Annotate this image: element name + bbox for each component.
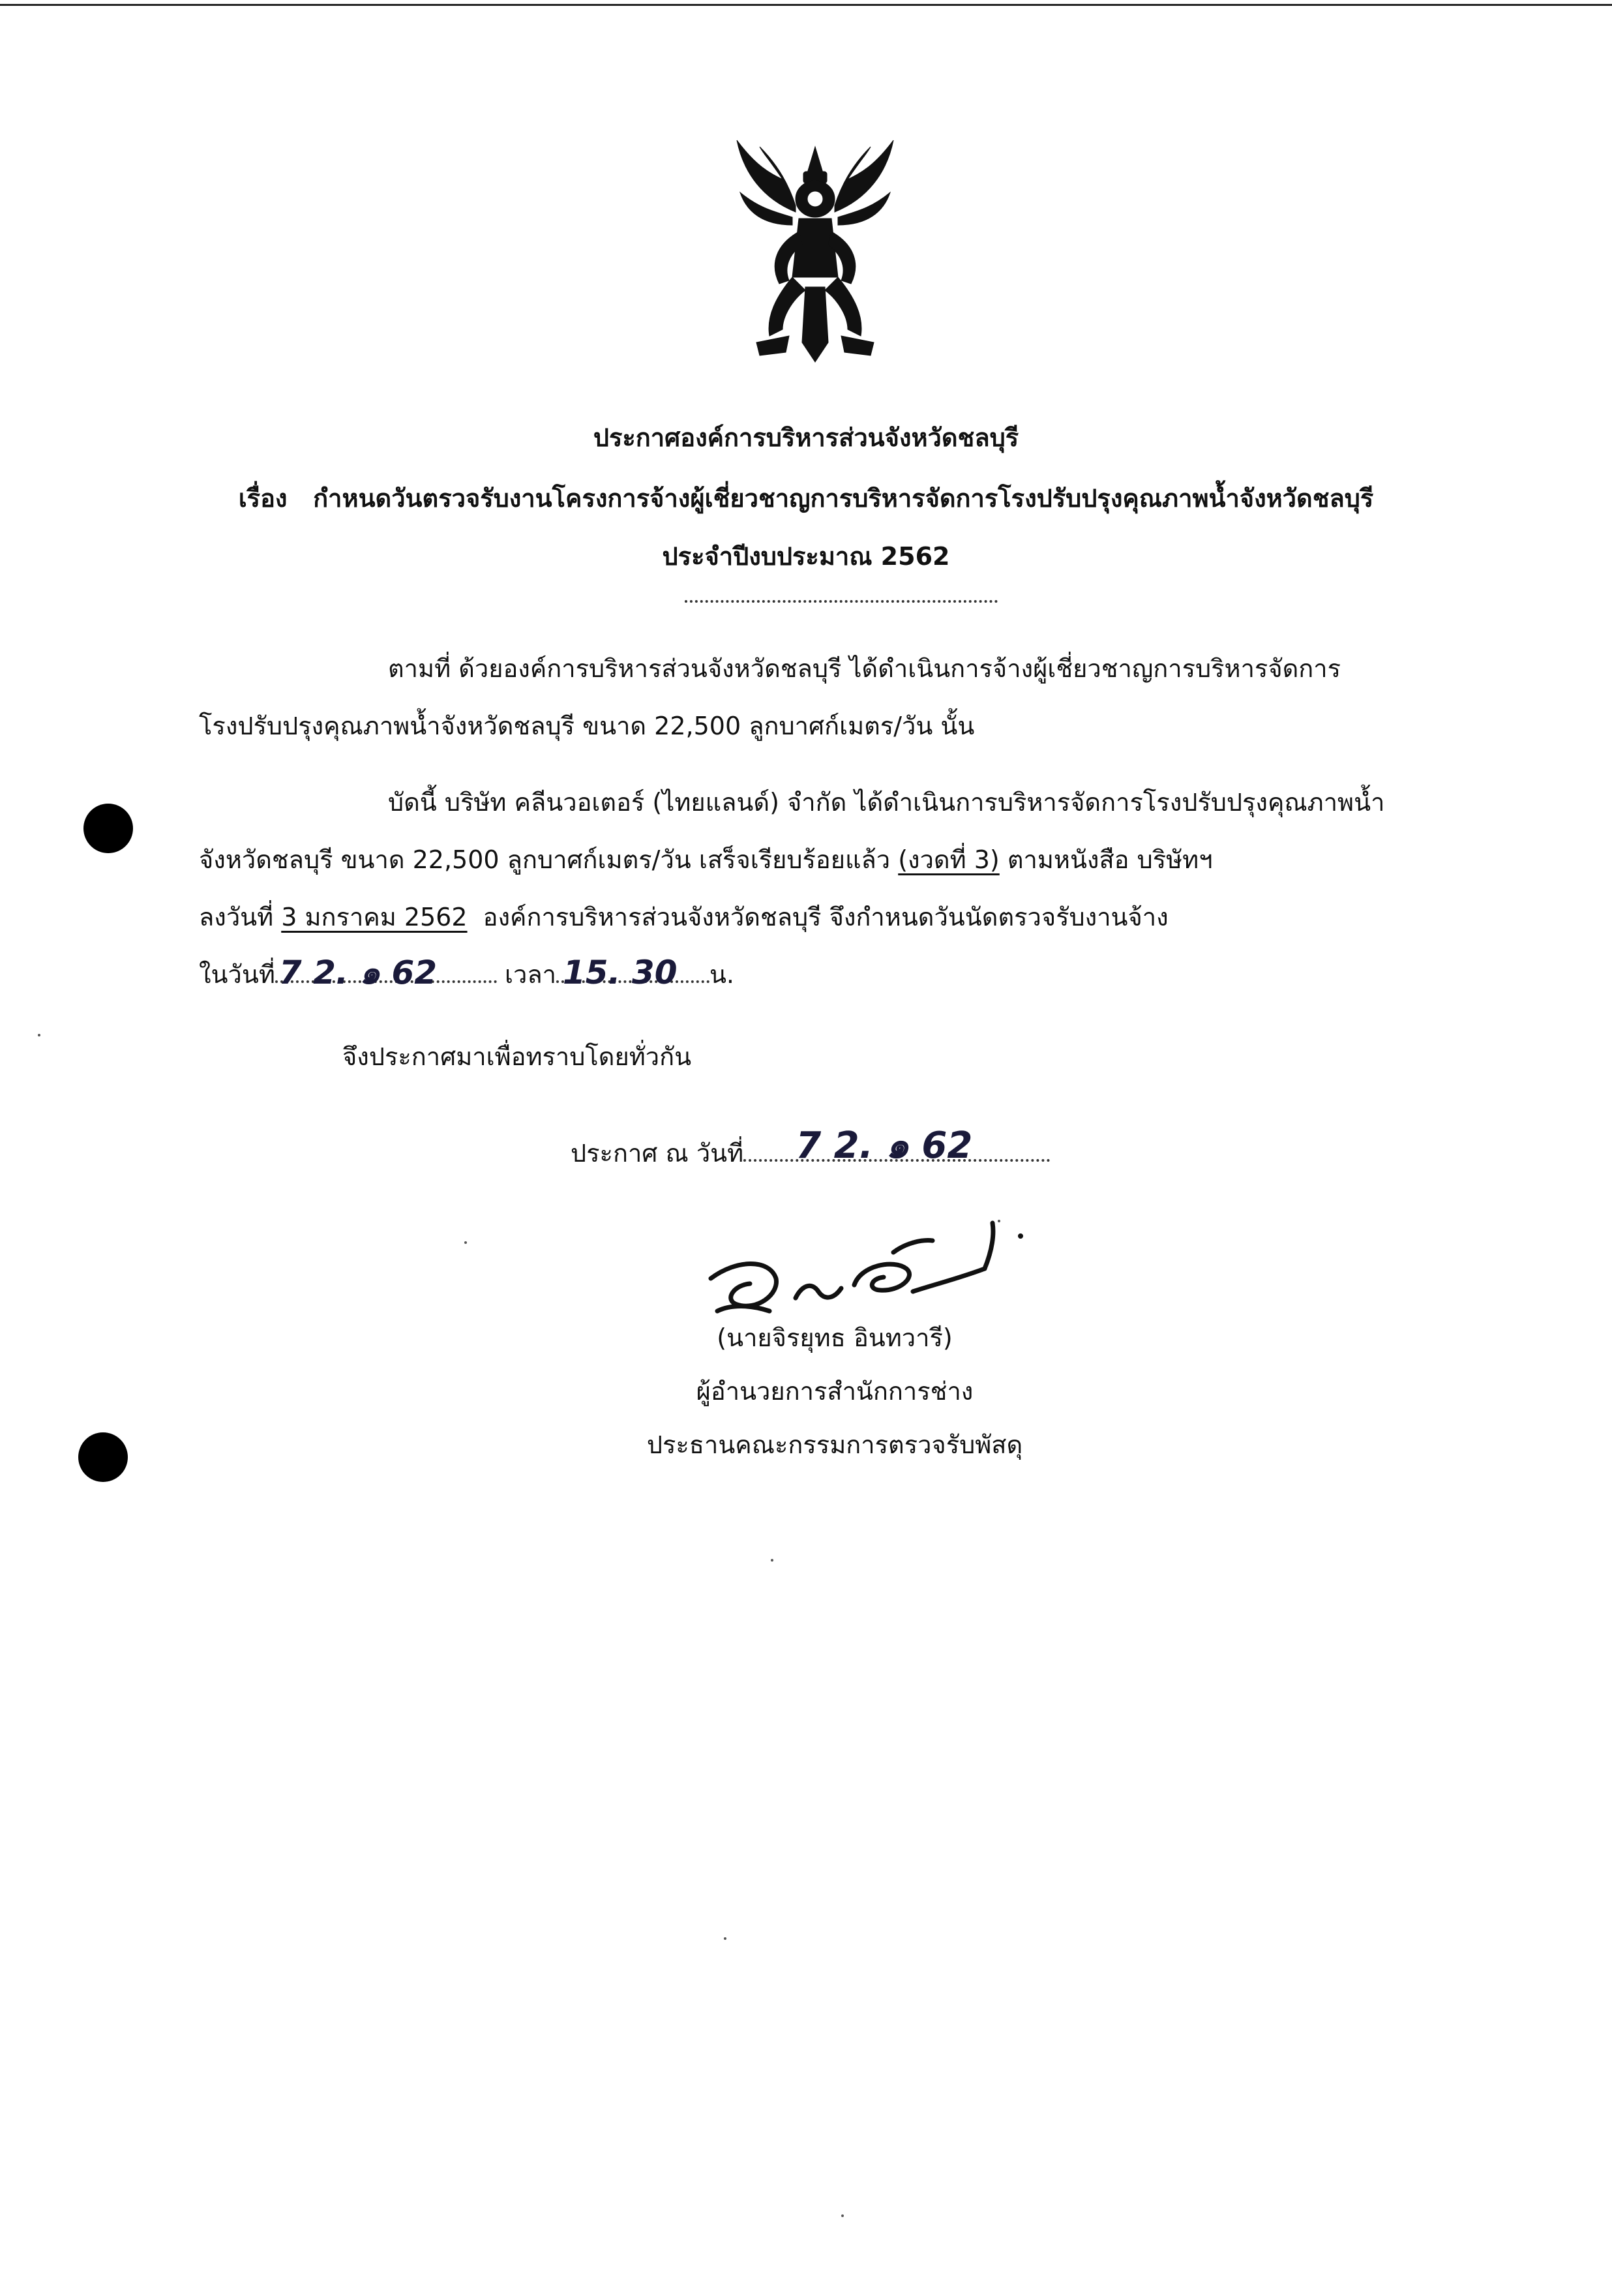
letter-date: 3 มกราคม 2562: [281, 903, 468, 931]
announcement-subject: [0, 478, 1612, 518]
announcement-title: ประกาศองค์การบริหารส่วนจังหวัดชลบุรี: [593, 423, 1019, 452]
p2-line3-text-b: องค์การบริหารส่วนจังหวัดชลบุรี จึงกำหนดวันนัดตรวจรับงานจ้าง: [483, 903, 1169, 931]
garuda-emblem-icon: [730, 134, 900, 369]
handwritten-signature-icon: [698, 1207, 1037, 1331]
scan-speck: [38, 1034, 40, 1036]
announce-date-field: [743, 1125, 1050, 1167]
scan-speck: [998, 1220, 1000, 1222]
paragraph-2-line-4: [199, 948, 734, 1001]
inspection-date-handwritten: 7 2. ๑ 62: [278, 954, 438, 991]
installment-number: (งวดที่ 3): [898, 845, 1000, 874]
inspection-time-label: เวลา: [505, 960, 556, 989]
paragraph-1-line-2: โรงปรับปรุงคุณภาพน้ำจังหวัดชลบุรี ขนาด 22,500 ลูกบาศก์เมตร/วัน นั้น: [199, 712, 975, 740]
scan-speck: [841, 2214, 844, 2217]
signatory-position: ผู้อำนวยการสำนักการช่าง: [696, 1377, 974, 1406]
signatory-name: (นายจิรยุทธ อินทวารี): [717, 1323, 953, 1352]
scan-speck: [724, 1937, 726, 1940]
paragraph-2-line-3: [199, 891, 1169, 943]
inspection-date-field: [275, 954, 497, 991]
paragraph-3: จึงประกาศมาเพื่อทราบโดยทั่วกัน: [342, 1042, 692, 1071]
paragraph-1-line-1: ตามที่ ด้วยองค์การบริหารส่วนจังหวัดชลบุรี ได้ดำเนินการจ้างผู้เชี่ยวชาญการบริหารจัดการ: [388, 654, 1341, 683]
title-dotted-separator: [685, 600, 998, 603]
paragraph-2-line-1: บัดนี้ บริษัท คลีนวอเตอร์ (ไทยแลนด์) จำกัด ได้ดำเนินการบริหารจัดการโรงปรับปรุงคุณภาพน้ำ: [388, 788, 1385, 817]
paragraph-2-line-2: [199, 834, 1213, 886]
announce-date-line: [571, 1127, 1050, 1179]
inspection-date-label: ในวันที่: [199, 960, 275, 989]
p2-line2-text-b: ตามหนังสือ บริษัทฯ: [1007, 845, 1213, 874]
subject-text: กำหนดวันตรวจรับงานโครงการจ้างผู้เชี่ยวชาญการบริหารจัดการโรงปรับปรุงคุณภาพน้ำจังหวัดชลบุรี: [313, 484, 1374, 513]
fiscal-year: ประจำปีงบประมาณ 2562: [662, 542, 950, 571]
subject-label: เรื่อง: [238, 484, 288, 513]
signatory-role: ประธานคณะกรรมการตรวจรับพัสดุ: [646, 1430, 1023, 1459]
time-unit: น.: [709, 960, 735, 989]
scan-speck: [464, 1241, 467, 1244]
punch-hole: [78, 1432, 128, 1482]
scan-speck: [771, 1559, 773, 1562]
announce-date-handwritten: 7 2. ๑ 62: [796, 1125, 973, 1167]
p2-line3-text-a: ลงวันที่: [199, 903, 274, 931]
inspection-time-field: [556, 954, 709, 991]
p2-line2-text-a: จังหวัดชลบุรี ขนาด 22,500 ลูกบาศก์เมตร/วัน เสร็จเรียบร้อยแล้ว: [199, 845, 891, 874]
announce-date-label: ประกาศ ณ วันที่: [571, 1139, 744, 1168]
punch-hole: [83, 804, 133, 853]
scan-top-edge: [0, 4, 1612, 6]
inspection-time-handwritten: 15. 30: [562, 954, 678, 991]
